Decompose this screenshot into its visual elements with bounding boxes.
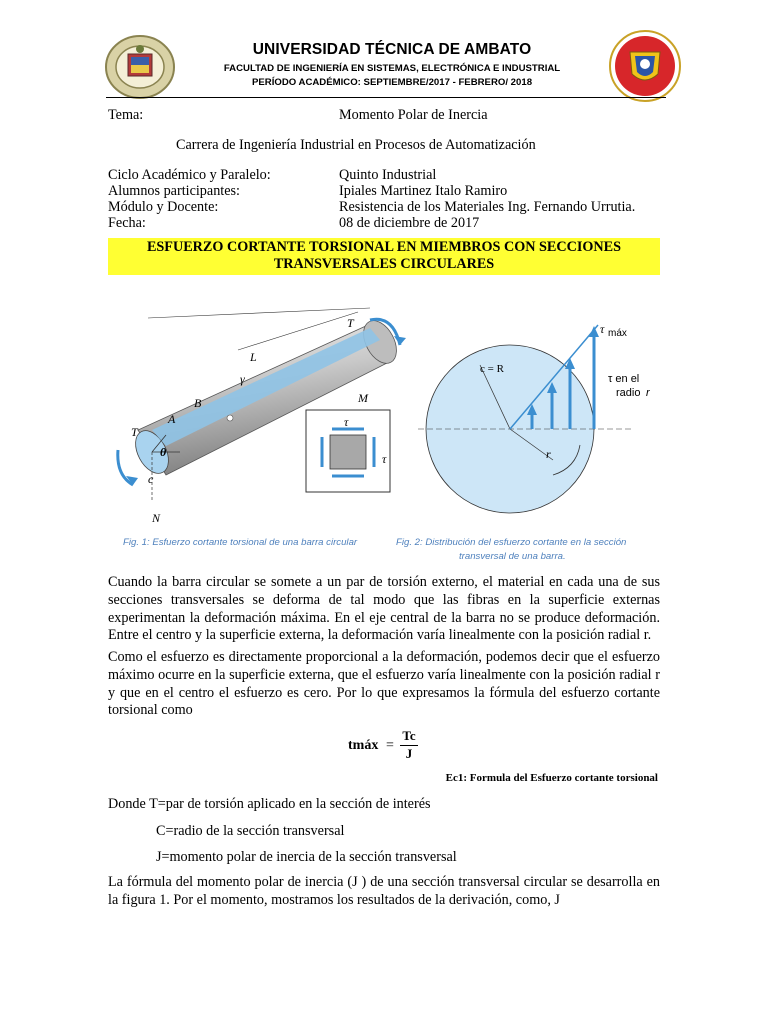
figure-2-caption-line1: Fig. 2: Distribución del esfuerzo cortante en la sección <box>396 537 627 548</box>
label-N: N <box>152 511 161 525</box>
section-title-line1: ESFUERZO CORTANTE TORSIONAL EN MIEMBROS CON SECCIONES <box>146 239 622 255</box>
modulo-label: Módulo y Docente: <box>108 199 219 215</box>
label-tau-en-el: τ en el <box>608 373 640 385</box>
alumnos-label: Alumnos participantes: <box>108 183 240 199</box>
label-radio-r: r <box>646 387 650 399</box>
j-definition: J=momento polar de inercia de la sección transversal <box>156 849 457 865</box>
fecha-label: Fecha: <box>108 215 146 231</box>
modulo-value: Resistencia de los Materiales Ing. Fernando Urrutia. <box>339 199 636 215</box>
formula-lhs: tmáx <box>348 738 379 753</box>
carrera-line: Carrera de Ingeniería Industrial en Procesos de Automatización <box>176 137 536 153</box>
label-tau-right: τ <box>382 452 387 466</box>
label-r: r <box>546 447 551 461</box>
donde-line: Donde T=par de torsión aplicado en la sección de interés <box>108 796 431 812</box>
header-divider <box>106 97 666 98</box>
fecha-value: 08 de diciembre de 2017 <box>339 215 480 231</box>
equation-caption: Ec1: Formula del Esfuerzo cortante torsional <box>445 772 658 784</box>
faculty-name: FACULTAD DE INGENIERÍA EN SISTEMAS, ELECTRÓNICA E INDUSTRIAL <box>223 63 561 74</box>
label-T-top: T <box>347 316 354 330</box>
label-theta: θ <box>160 445 167 459</box>
label-tau-top: τ <box>344 415 349 429</box>
university-name: UNIVERSIDAD TÉCNICA DE AMBATO <box>252 41 532 58</box>
figure-2-caption-line2: transversal de una barra. <box>459 551 566 562</box>
figure-area <box>108 290 660 560</box>
label-c: c <box>148 472 154 486</box>
torsion-figures <box>108 290 660 560</box>
paragraph-3: La fórmula del momento polar de inercia (J ) de una sección transversal circular se desarrolla en la figura 1. Por el momento, mostramos los resultados de la derivación, como, J <box>108 874 660 908</box>
paragraph-1: Cuando la barra circular se somete a un par de torsión externo, el material en cada una de sus secciones transversales se deforma de tal modo que las fibras en la superficie externas experimentan la deformación máxima. En el eje central de la barra no se produce deformación. Entre el centro y la superficie externa, la deformación varía linealmente con la posición radial r. <box>108 574 660 644</box>
ciclo-label: Ciclo Académico y Paralelo: <box>108 167 271 183</box>
label-B: B <box>194 396 202 410</box>
tema-label: Tema: <box>108 107 144 123</box>
formula-denominator: J <box>405 746 413 761</box>
faculty-shield-logo <box>608 30 682 102</box>
alumnos-value: Ipiales Martinez Italo Ramiro <box>339 183 508 199</box>
label-M: M <box>358 391 368 405</box>
tema-value: Momento Polar de Inercia <box>339 107 488 123</box>
section-title-line2: TRANSVERSALES CIRCULARES <box>273 256 495 272</box>
document-header <box>0 0 768 105</box>
label-A: A <box>168 412 176 426</box>
label-T-left: T <box>131 425 138 439</box>
label-c-eq-R: c = R <box>480 363 504 375</box>
c-definition: C=radio de la sección transversal <box>156 823 345 839</box>
shear-stress-formula <box>348 728 428 764</box>
formula-numerator: Tc <box>402 728 416 743</box>
label-L: L <box>250 350 257 364</box>
label-radio: radio <box>616 387 641 399</box>
figure-1-caption: Fig. 1: Esfuerzo cortante torsional de una barra circular <box>123 537 358 548</box>
paragraph-2: Como el esfuerzo es directamente proporcional a la deformación, podemos decir que el esfuerzo máximo ocurre en la superficie externa, que el esfuerzo varía linealmente con la posición radial r y que en el centro el esfuerzo es cero. Por lo que expresamos la fórmula del esfuerzo cortante torsional como <box>108 649 660 719</box>
section-title-banner <box>108 238 660 275</box>
ciclo-value: Quinto Industrial <box>339 167 437 183</box>
label-gamma: γ <box>240 372 245 386</box>
stress-distribution-diagram <box>418 325 633 513</box>
academic-period: PERÍODO ACADÉMICO: SEPTIEMBRE/2017 - FEBRERO/ 2018 <box>251 77 533 88</box>
label-max-subscript: máx <box>608 328 627 339</box>
formula-equals: = <box>386 738 394 753</box>
university-seal-logo <box>104 34 176 100</box>
label-tau-max: τ <box>600 322 605 336</box>
